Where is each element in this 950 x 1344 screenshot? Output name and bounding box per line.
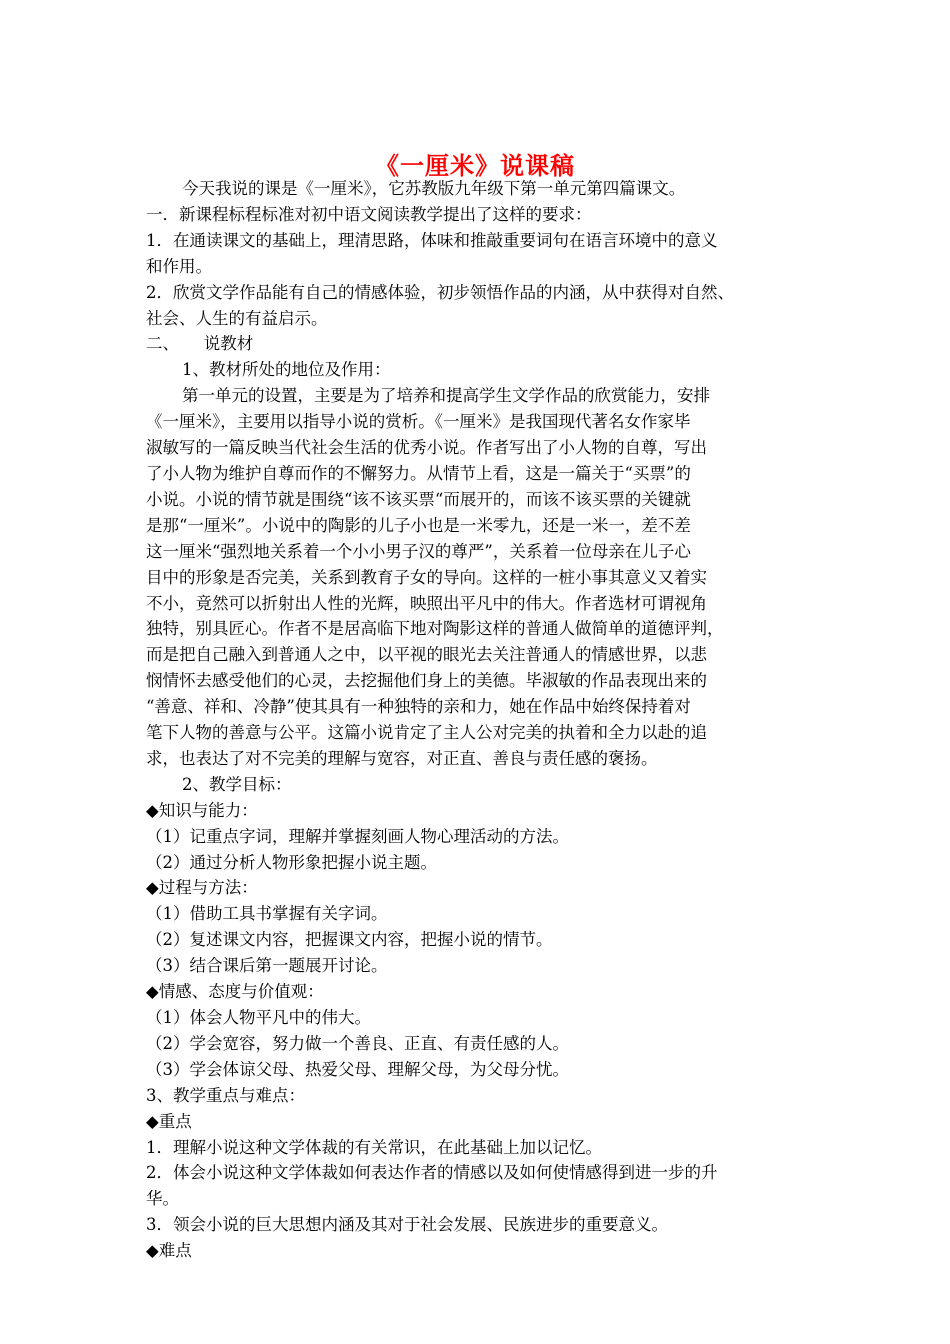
text-line: 2．欣赏文学作品能有自己的情感体验，初步领悟作品的内涵，从中获得对自然、 (146, 282, 734, 302)
text-line: 《一厘米》，主要用以指导小说的赏析。《一厘米》是我国现代著名女作家毕 (146, 412, 691, 432)
document-body (146, 176, 826, 1264)
text-line: （1）体会人物平凡中的伟大。 (146, 1008, 371, 1027)
text-line: 悯情怀去感受他们的心灵，去挖掘他们身上的美德。毕淑敏的作品表现出来的 (146, 671, 707, 691)
text-line: （2）学会宽容，努力做一个善良、正直、有责任感的人。 (146, 1033, 569, 1053)
document-title: 《一厘米》说课稿 (375, 152, 575, 181)
text-line: 而是把自己融入到普通人之中，以平视的眼光去关注普通人的情感世界，以悲 (146, 645, 707, 665)
text-line: 1．在通读课文的基础上，理清思路，体味和推敲重要词句在语言环境中的意义 (146, 230, 718, 250)
text-line: 不小，竟然可以折射出人性的光辉，映照出平凡中的伟大。作者选材可谓视角 (146, 593, 707, 613)
text-line: 小说。小说的情节就是围绕“该不该买票“而展开的，而该不该买票的关键就 (146, 489, 691, 509)
text-line: 第一单元的设置，主要是为了培养和提高学生文学作品的欣赏能力，安排 (182, 386, 710, 406)
text-line: ◆过程与方法： (146, 878, 258, 898)
text-line: 了小人物为维护自尊而作的不懈努力。从情节上看，这是一篇关于“买票”的 (146, 463, 691, 483)
text-line: 1、教材所处的地位及作用： (182, 360, 391, 380)
text-line: 华。 (146, 1189, 179, 1209)
text-line: ◆难点 (146, 1241, 192, 1261)
text-line: 一．新课程标程标准对初中语文阅读教学提出了这样的要求： (146, 204, 592, 224)
text-line: 今天我说的课是《一厘米》，它苏教版九年级下第一单元第四篇课文。 (182, 179, 686, 198)
text-line: ◆情感、态度与价值观： (146, 982, 324, 1002)
text-line: （2）通过分析人物形象把握小说主题。 (146, 852, 437, 872)
text-line: 目中的形象是否完美，关系到教育子女的导向。这样的一桩小事其意义又着实 (146, 567, 707, 587)
text-line: （1）借助工具书掌握有关字词。 (146, 904, 388, 924)
text-line: 这一厘米“强烈地关系着一个小小男子汉的尊严”，关系着一位母亲在儿子心 (146, 541, 691, 561)
text-line: 3．领会小说的巨大思想内涵及其对于社会发展、民族进步的重要意义。 (146, 1215, 668, 1235)
text-line: 求，也表达了对不完美的理解与宽容，对正直、善良与责任感的褒扬。 (146, 748, 658, 768)
text-line: （3）结合课后第一题展开讨论。 (146, 956, 388, 976)
text-line: 2、教学目标： (182, 774, 292, 794)
text-line: 独特，别具匠心。作者不是居高临下地对陶影这样的普通人做简单的道德评判， (146, 619, 724, 639)
text-line: ◆重点 (146, 1111, 192, 1131)
text-line: 笔下人物的善意与公平。这篇小说肯定了主人公对完美的执着和全力以赴的追 (146, 723, 707, 743)
text-line: （3）学会体谅父母、热爱父母、理解父母，为父母分忧。 (146, 1059, 569, 1079)
text-line: （1）记重点字词，理解并掌握刻画人物心理活动的方法。 (146, 826, 569, 846)
text-line: 3、教学重点与难点： (146, 1085, 305, 1105)
text-line: 二、 说教材 (146, 334, 254, 354)
text-line: 社会、人生的有益启示。 (146, 308, 328, 328)
text-line: （2）复述课文内容，把握课文内容，把握小说的情节。 (146, 930, 553, 950)
text-line: 2．体会小说这种文学体裁如何表达作者的情感以及如何使情感得到进一步的升 (146, 1163, 718, 1183)
text-line: “善意、祥和、冷静”使其具有一种独特的亲和力，她在作品中始终保持着对 (146, 697, 691, 717)
text-line: 1．理解小说这种文学体裁的有关常识，在此基础上加以记忆。 (146, 1137, 602, 1157)
text-line: ◆知识与能力： (146, 800, 258, 820)
text-line: 是那“一厘米”。小说中的陶影的儿子小也是一米零九，还是一米一，差不差 (146, 515, 691, 535)
text-line: 和作用。 (146, 256, 212, 276)
text-line: 淑敏写的一篇反映当代社会生活的优秀小说。作者写出了小人物的自尊，写出 (146, 438, 707, 458)
